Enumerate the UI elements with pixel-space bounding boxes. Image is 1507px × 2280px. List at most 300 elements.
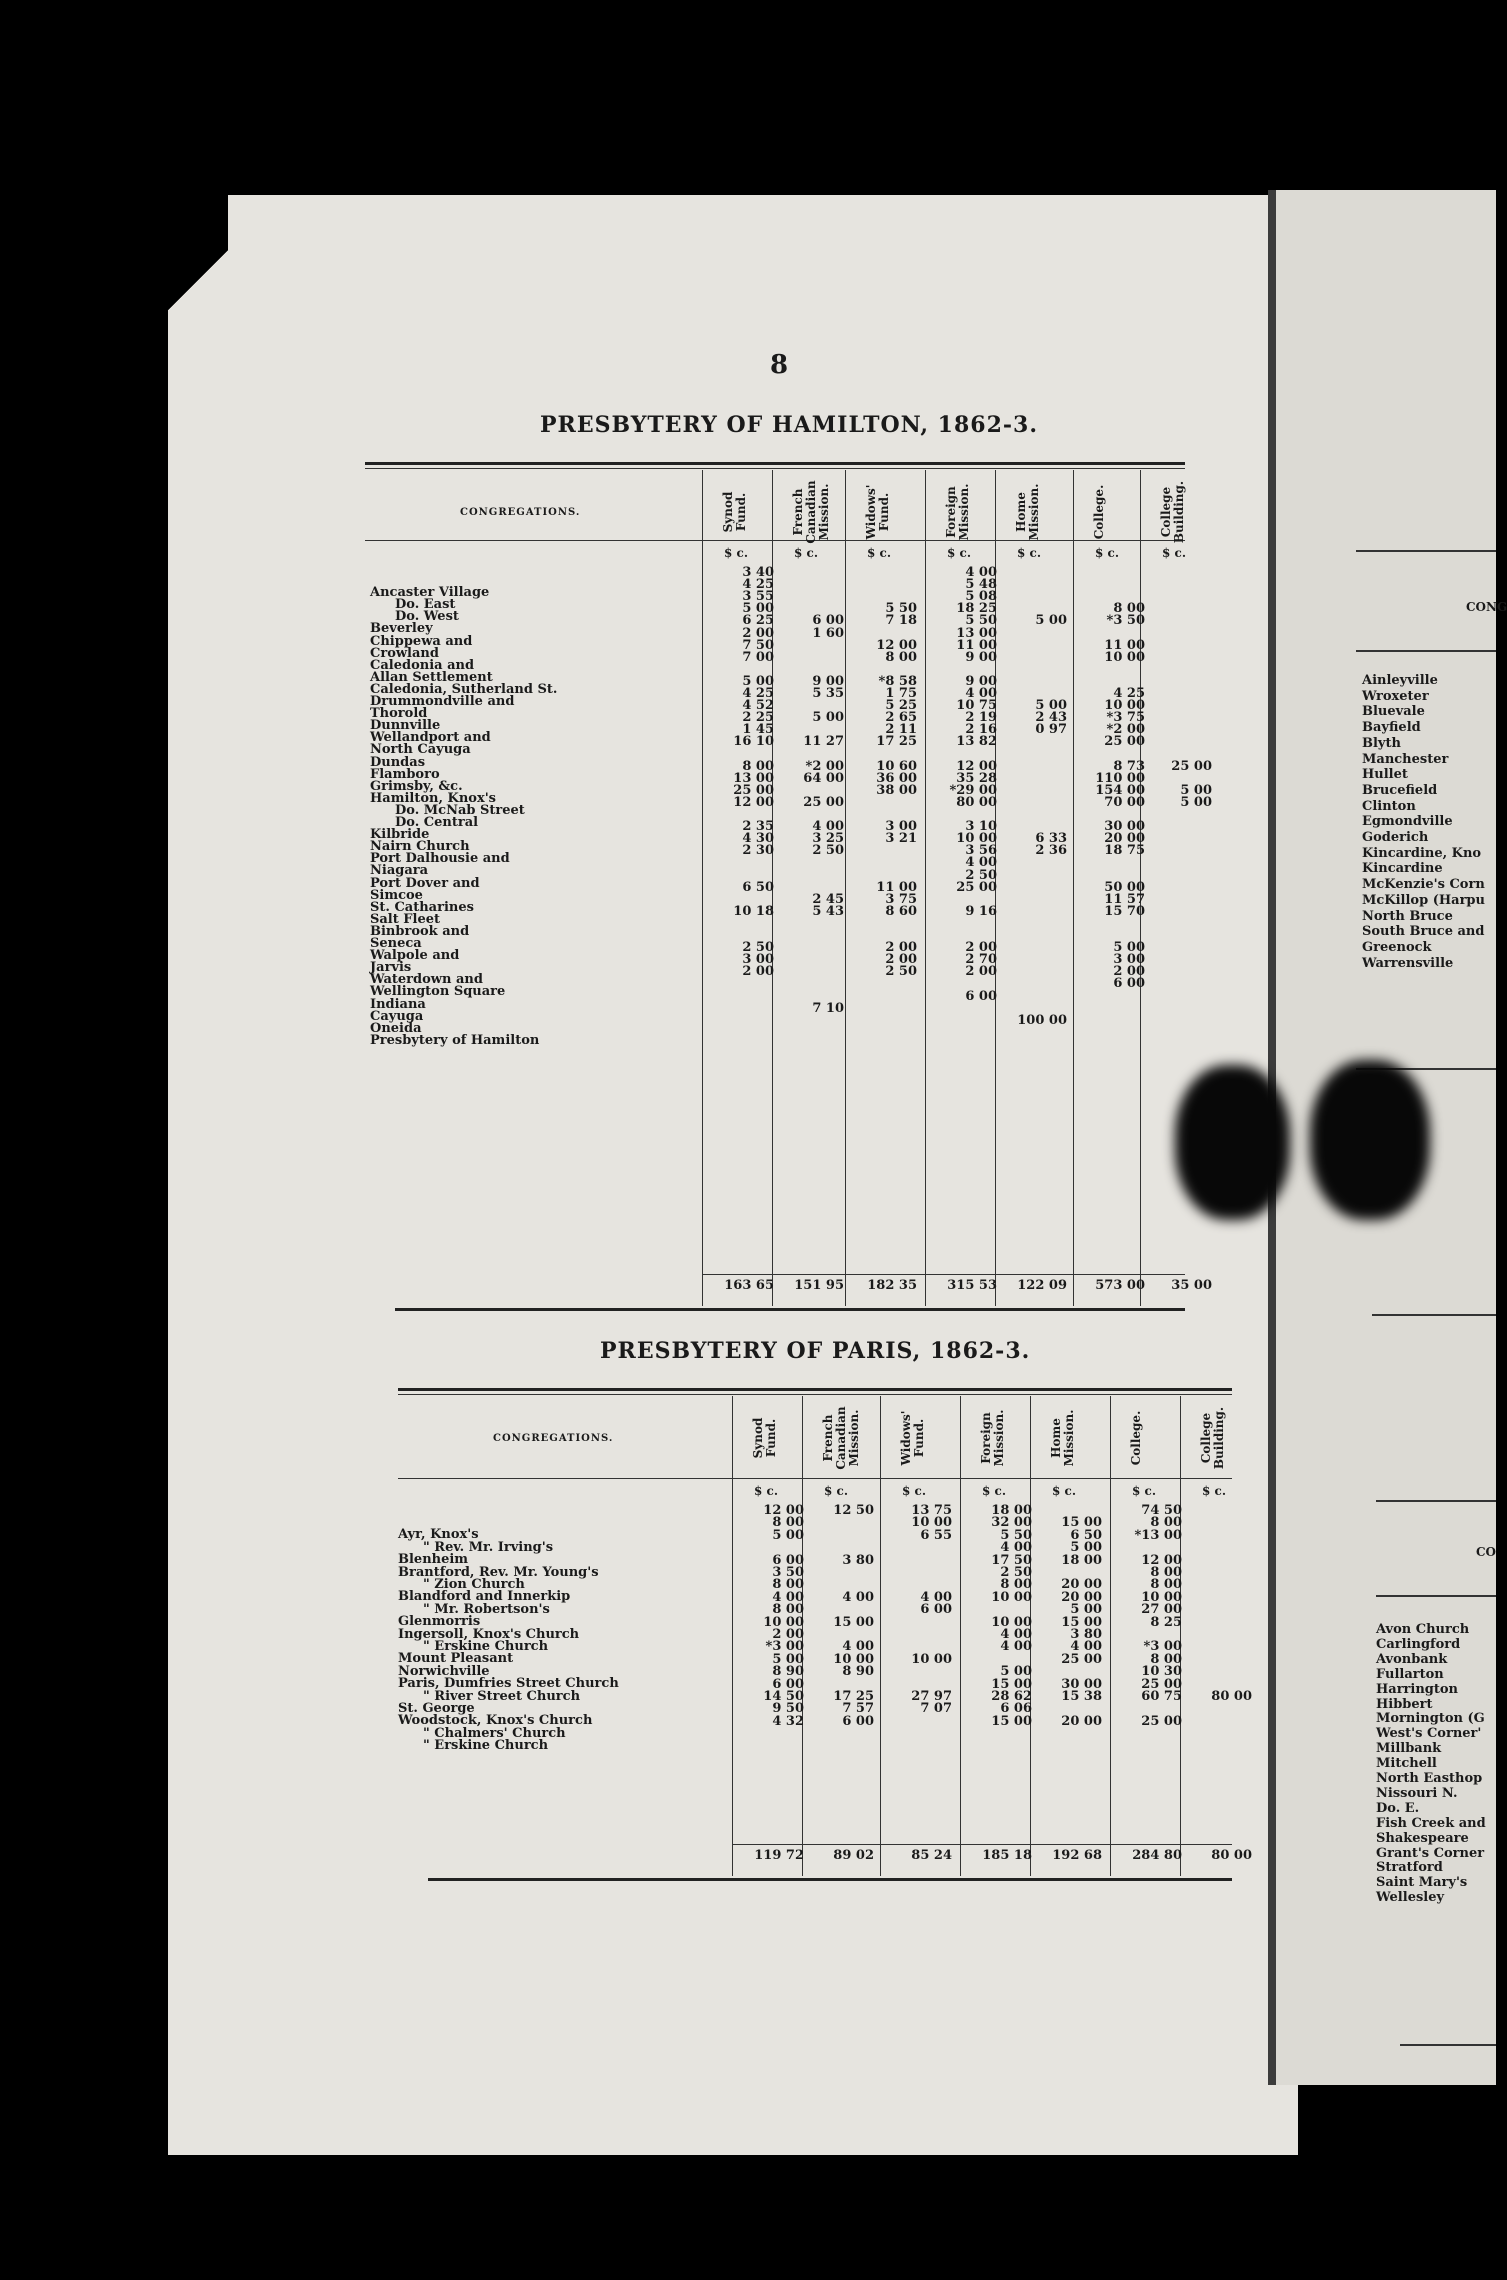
right-congregation-name: Wroxeter [1362,688,1429,704]
amount-cell: 6 50 [1070,1527,1102,1543]
right-congregation-name: Greenock [1362,939,1432,955]
congregation-name: Simcoe [370,887,423,903]
amount-cell: 7 50 [742,637,774,653]
amount-cell: 8 00 [1150,1515,1182,1531]
column-total: 192 68 [1052,1848,1102,1863]
congregation-name: Do. East [395,597,456,613]
amount-cell: 6 00 [920,1602,952,1618]
amount-cell: 8 00 [1113,601,1145,617]
amount-cell: 5 00 [1070,1540,1102,1556]
amount-cell: 9 16 [965,903,997,919]
column-unit: $ c. [982,1484,1007,1498]
amount-cell: 6 25 [742,613,774,629]
amount-cell: 5 50 [965,613,997,629]
amount-cell: 154 00 [1095,782,1145,798]
amount-cell: 14 50 [763,1689,804,1704]
amount-cell: 17 25 [876,734,917,750]
amount-cell: 35 28 [956,770,997,786]
amount-cell: 1 60 [812,625,844,641]
right-congregation-name: Mornington (G [1376,1711,1485,1727]
column-unit: $ c. [1202,1484,1227,1498]
congregation-name: Beverley [370,621,433,637]
paris-title: PRESBYTERY OF PARIS, 1862-3. [600,1338,1031,1364]
congregation-name: Paris, Dumfries Street Church [398,1676,619,1692]
amount-cell: 2 25 [742,710,774,726]
right-table-rule [1376,1595,1496,1597]
column-divider [960,1396,961,1876]
amount-cell: 80 00 [956,794,997,810]
column-unit: $ c. [824,1484,849,1498]
amount-cell: 27 97 [911,1689,952,1704]
right-cong-header: CO [1476,1545,1497,1559]
column-divider [845,470,846,1306]
amount-cell: 8 00 [772,1577,804,1593]
amount-cell: 5 00 [772,1527,804,1543]
congregation-name: Walpole and [370,948,460,964]
congregation-name: Nairn Church [370,839,470,855]
amount-cell: 7 00 [742,649,774,665]
column-header: Home Mission. [1049,1409,1076,1467]
right-congregation-name: Stratford [1376,1860,1443,1876]
amount-cell: 10 75 [956,698,997,714]
column-total: 122 09 [1017,1278,1067,1293]
amount-cell: 30 00 [1104,819,1145,835]
column-total: 119 72 [754,1848,804,1863]
amount-cell: 8 00 [772,1515,804,1531]
congregation-name: Grimsby, &c. [370,778,463,794]
amount-cell: 4 52 [742,698,774,714]
column-header: French Canadian Mission. [821,1406,861,1470]
amount-cell: 8 73 [1113,758,1145,774]
column-unit: $ c. [1017,546,1042,560]
congregation-name: Niagara [370,863,429,879]
amount-cell: 6 00 [772,1676,804,1692]
amount-cell: 5 00 [1113,940,1145,956]
ink-blot [1310,1060,1430,1220]
congregation-name: Blenheim [398,1552,469,1568]
amount-cell: 15 38 [1061,1689,1102,1704]
amount-cell: 5 00 [1035,613,1067,629]
column-header: Widows' Fund. [899,1410,926,1466]
right-table-rule [1376,1500,1496,1502]
amount-cell: 4 00 [1070,1639,1102,1655]
amount-cell: 36 00 [876,770,917,786]
amount-cell: 4 00 [1000,1639,1032,1655]
congregation-name: " Erskine Church [423,1639,549,1654]
amount-cell: 3 56 [965,843,997,859]
column-unit: $ c. [902,1484,927,1498]
amount-cell: 50 00 [1104,879,1145,895]
amount-cell: 25 00 [1141,1713,1182,1729]
amount-cell: 6 55 [920,1527,952,1543]
congregation-name: Chippewa and [370,633,473,649]
amount-cell: 11 27 [803,734,844,750]
amount-cell: 6 33 [1035,831,1067,847]
amount-cell: 4 00 [842,1639,874,1655]
amount-cell: 10 60 [876,758,917,774]
column-header: College Building. [1199,1406,1226,1470]
congregation-name: " Erskine Church [423,1738,549,1754]
congregation-name: Kilbride [370,827,430,843]
congregation-name: Do. West [395,609,459,625]
congregations-header: CONGREGATIONS. [460,507,581,518]
amount-cell: 4 00 [965,565,997,580]
column-total: 80 00 [1211,1848,1252,1863]
congregation-name: Dunnville [370,718,441,734]
congregation-name: Glenmorris [398,1614,481,1630]
amount-cell: 30 00 [1061,1676,1102,1692]
amount-cell: 5 00 [772,1651,804,1667]
amount-cell: 10 00 [1141,1589,1182,1605]
column-header: Widows' Fund. [864,484,891,540]
amount-cell: 3 25 [812,831,844,847]
table-top-rule [398,1388,1232,1391]
right-congregation-name: Nissouri N. [1376,1785,1458,1801]
amount-cell: 3 80 [1070,1627,1102,1642]
congregation-name: St. Catharines [370,899,474,915]
column-total: 85 24 [911,1848,952,1863]
amount-cell: 13 75 [911,1503,952,1518]
amount-cell: 25 00 [733,782,774,798]
amount-cell: 2 43 [1035,710,1067,726]
right-congregation-name: Hibbert [1376,1696,1433,1712]
right-congregation-name: McKillop (Harpu [1362,892,1485,908]
ink-blot [1175,1065,1290,1220]
amount-cell: 2 30 [742,843,774,859]
right-congregation-name: Harrington [1376,1681,1459,1697]
amount-cell: 8 00 [772,1602,804,1618]
amount-cell: 8 00 [1150,1577,1182,1593]
amount-cell: *3 00 [765,1639,804,1655]
page-number: 8 [770,350,789,380]
amount-cell: 18 25 [956,601,997,617]
amount-cell: 6 50 [742,879,774,895]
right-congregation-name: Shakespeare [1376,1830,1469,1846]
amount-cell: 4 00 [812,819,844,835]
table-top-rule-thin [365,468,1185,469]
amount-cell: 6 00 [772,1552,804,1568]
column-total: 163 65 [724,1278,774,1293]
amount-cell: 3 55 [742,589,774,605]
amount-cell: 2 36 [1035,843,1067,859]
congregation-name: Wellandport and [370,730,491,746]
amount-cell: 9 00 [812,673,844,689]
amount-cell: 9 50 [772,1701,804,1717]
right-congregation-name: McKenzie's Corn [1362,877,1485,893]
column-total: 185 18 [982,1848,1032,1863]
right-congregation-name: West's Corner' [1376,1726,1482,1742]
congregation-name: Dundas [370,754,426,770]
amount-cell: 25 00 [1061,1651,1102,1667]
amount-cell: 20 00 [1061,1713,1102,1729]
amount-cell: 15 00 [833,1614,874,1630]
column-divider [880,1396,881,1876]
column-unit: $ c. [1162,546,1187,560]
column-total: 35 00 [1171,1278,1212,1293]
congregation-name: Wellington Square [370,984,506,1000]
amount-cell: 25 00 [803,794,844,810]
amount-cell: 10 00 [956,831,997,847]
amount-cell: 25 00 [1141,1676,1182,1692]
amount-cell: 2 45 [812,891,844,907]
right-congregation-name: Warrensville [1362,955,1454,971]
column-header: College Building. [1159,480,1186,544]
amount-cell: 4 30 [742,831,774,847]
amount-cell: 10 00 [911,1651,952,1667]
amount-cell: 10 18 [733,903,774,919]
congregation-name: Mount Pleasant [398,1651,514,1667]
amount-cell: *13 00 [1134,1527,1182,1543]
amount-cell: *2 00 [1106,722,1145,738]
amount-cell: 10 00 [763,1614,804,1630]
right-table-rule [1356,550,1496,552]
amount-cell: 13 00 [956,625,997,641]
congregation-name: Flamboro [370,766,440,782]
amount-cell: 18 00 [1061,1552,1102,1568]
right-congregation-name: Fullarton [1376,1666,1444,1682]
amount-cell: 5 48 [965,577,997,593]
right-congregation-name: Kincardine [1362,861,1443,877]
amount-cell: 6 00 [842,1713,874,1729]
amount-cell: 32 00 [991,1515,1032,1531]
amount-cell: *2 00 [805,758,844,774]
column-total: 89 02 [833,1848,874,1863]
amount-cell: 5 50 [885,601,917,617]
amount-cell: 4 32 [772,1713,804,1729]
amount-cell: 2 00 [965,940,997,956]
amount-cell: 64 00 [803,770,844,786]
congregation-name: Jarvis [370,960,412,976]
right-congregation-name: Bluevale [1362,704,1425,720]
amount-cell: 1 45 [742,722,774,738]
table-bottom-rule [395,1308,1185,1311]
column-header: College. [1092,484,1106,540]
column-unit: $ c. [947,546,972,560]
amount-cell: 8 90 [772,1664,804,1680]
amount-cell: 2 65 [885,710,917,726]
right-congregation-name: Blyth [1362,735,1401,751]
amount-cell: 2 00 [1113,964,1145,980]
amount-cell: 13 00 [733,770,774,786]
amount-cell: 8 25 [1150,1614,1182,1630]
amount-cell: 38 00 [876,782,917,798]
amount-cell: 2 70 [965,952,997,968]
amount-cell: 70 00 [1104,794,1145,810]
amount-cell: 4 00 [965,855,997,871]
header-bottom-rule [365,540,1185,541]
right-congregation-name: Do. E. [1376,1800,1420,1816]
column-total: 284 80 [1132,1848,1182,1863]
amount-cell: 12 00 [956,758,997,774]
congregation-name: Hamilton, Knox's [370,790,496,806]
amount-cell: 5 00 [812,710,844,726]
amount-cell: 110 00 [1095,770,1145,786]
amount-cell: *8 58 [878,673,917,689]
congregation-name: " River Street Church [423,1688,581,1704]
amount-cell: 11 00 [876,879,917,895]
amount-cell: *3 75 [1106,710,1145,726]
amount-cell: 4 25 [742,577,774,593]
right-congregation-name: Millbank [1376,1741,1442,1757]
amount-cell: 3 00 [1113,952,1145,968]
congregation-name: Oneida [370,1020,422,1036]
congregation-name: Waterdown and [370,972,483,988]
amount-cell: 18 75 [1104,843,1145,859]
right-congregation-name: Egmondville [1362,814,1453,830]
amount-cell: 5 00 [742,601,774,617]
right-table-rule [1356,650,1496,652]
amount-cell: 2 19 [965,710,997,726]
amount-cell: 5 00 [1180,794,1212,810]
column-unit: $ c. [867,546,892,560]
amount-cell: 11 00 [1104,637,1145,653]
column-divider [1110,1396,1111,1876]
amount-cell: 12 00 [1141,1552,1182,1568]
right-congregation-name: Avon Church [1376,1622,1470,1637]
right-congregation-name: Clinton [1362,798,1416,814]
amount-cell: 2 35 [742,819,774,835]
right-congregation-name: Hullet [1362,767,1408,783]
amount-cell: 10 00 [991,1589,1032,1605]
congregation-name: Do. Central [395,815,479,830]
amount-cell: 10 00 [911,1515,952,1531]
amount-cell: 3 10 [965,819,997,835]
congregation-name: North Cayuga [370,742,471,758]
header-bottom-rule [398,1478,1232,1479]
column-total: 573 00 [1095,1278,1145,1293]
amount-cell: 1 75 [885,686,917,701]
amount-cell: 6 00 [965,988,997,1004]
column-unit: $ c. [794,546,819,560]
amount-cell: 15 70 [1104,903,1145,919]
amount-cell: 20 00 [1061,1577,1102,1593]
table-top-rule-thin [398,1394,1232,1395]
congregation-name: Caledonia, Sutherland St. [370,681,558,697]
congregation-name: Ingersoll, Knox's Church [398,1626,580,1642]
amount-cell: 12 00 [763,1503,804,1518]
column-unit: $ c. [1132,1484,1157,1498]
right-congregation-name: North Easthop [1376,1771,1483,1786]
amount-cell: 2 00 [885,940,917,956]
column-header: Foreign Mission. [944,483,971,541]
amount-cell: 5 00 [1070,1602,1102,1618]
amount-cell: *3 50 [1106,613,1145,629]
amount-cell: 2 00 [742,964,774,980]
amount-cell: 28 62 [991,1689,1032,1704]
amount-cell: 7 10 [812,1000,844,1016]
amount-cell: 7 57 [842,1701,874,1717]
right-congregation-name: South Bruce and [1362,924,1485,940]
amount-cell: 3 00 [742,952,774,968]
amount-cell: 3 40 [742,565,774,580]
congregation-name: Indiana [370,996,426,1012]
amount-cell: 9 00 [965,673,997,689]
amount-cell: 25 00 [1171,758,1212,774]
congregation-name: Cayuga [370,1008,424,1024]
right-congregation-name: Fish Creek and [1376,1815,1486,1831]
amount-cell: 5 43 [812,903,844,919]
amount-cell: 5 35 [812,686,844,701]
amount-cell: 8 90 [842,1664,874,1680]
column-header: College. [1129,1410,1143,1466]
column-total: 151 95 [794,1278,844,1293]
column-unit: $ c. [724,546,749,560]
amount-cell: 10 00 [833,1651,874,1667]
right-congregation-name: Manchester [1362,751,1449,767]
amount-cell: 2 50 [812,843,844,859]
right-congregation-name: Ainleyville [1362,673,1438,688]
amount-cell: 4 00 [965,686,997,701]
amount-cell: 2 16 [965,722,997,738]
column-divider [925,470,926,1306]
amount-cell: 27 00 [1141,1602,1182,1618]
amount-cell: 4 00 [1000,1540,1032,1556]
congregation-name: Allan Settlement [370,669,493,685]
amount-cell: 8 00 [742,758,774,774]
right-table-rule [1372,1314,1496,1316]
amount-cell: 5 50 [1000,1527,1032,1543]
column-header: Foreign Mission. [979,1409,1006,1467]
amount-cell: 16 10 [733,734,774,750]
amount-cell: 25 00 [1104,734,1145,750]
amount-cell: 8 60 [885,903,917,919]
amount-cell: 3 75 [885,891,917,907]
amount-cell: 2 50 [742,940,774,956]
congregation-name: " Zion Church [423,1577,525,1592]
right-congregation-name: North Bruce [1362,908,1453,924]
amount-cell: 10 00 [1104,649,1145,665]
amount-cell: 60 75 [1141,1689,1182,1704]
amount-cell: 2 50 [1000,1565,1032,1580]
congregation-name: Presbytery of Hamilton [370,1032,540,1048]
column-divider [1180,1396,1181,1876]
column-header: Synod Fund. [721,491,748,533]
amount-cell: 2 50 [965,867,997,883]
table-bottom-rule [428,1878,1232,1881]
right-congregation-name: Carlingford [1376,1636,1461,1652]
amount-cell: 20 00 [1061,1589,1102,1605]
amount-cell: 15 00 [1061,1614,1102,1630]
amount-cell: 3 80 [842,1552,874,1568]
congregation-name: Binbrook and [370,923,470,939]
totals-rule [732,1844,1232,1845]
amount-cell: 10 30 [1141,1664,1182,1680]
amount-cell: 17 50 [991,1552,1032,1568]
right-congregation-name: Grant's Corner [1376,1845,1485,1861]
amount-cell: *29 00 [949,782,997,798]
amount-cell: 5 00 [1035,698,1067,714]
amount-cell: 74 50 [1141,1503,1182,1518]
column-divider [732,1396,733,1876]
column-total: 182 35 [867,1278,917,1293]
amount-cell: 0 97 [1035,722,1067,738]
congregation-name: " Mr. Robertson's [423,1601,550,1617]
right-congregation-name: Goderich [1362,830,1429,845]
congregation-name: St. George [398,1701,475,1716]
amount-cell: 80 00 [1211,1689,1252,1704]
amount-cell: 8 00 [1000,1577,1032,1593]
amount-cell: 7 07 [920,1701,952,1717]
right-table-rule [1400,2044,1496,2046]
amount-cell: 2 00 [742,625,774,641]
congregation-name: Seneca [370,936,422,951]
amount-cell: 9 00 [965,649,997,665]
congregation-name: Blandford and Innerkip [398,1589,571,1605]
table-top-rule [365,462,1185,465]
congregations-header: CONGREGATIONS. [493,1433,614,1444]
hamilton-title: PRESBYTERY OF HAMILTON, 1862-3. [540,412,1039,438]
amount-cell: 6 06 [1000,1701,1032,1717]
